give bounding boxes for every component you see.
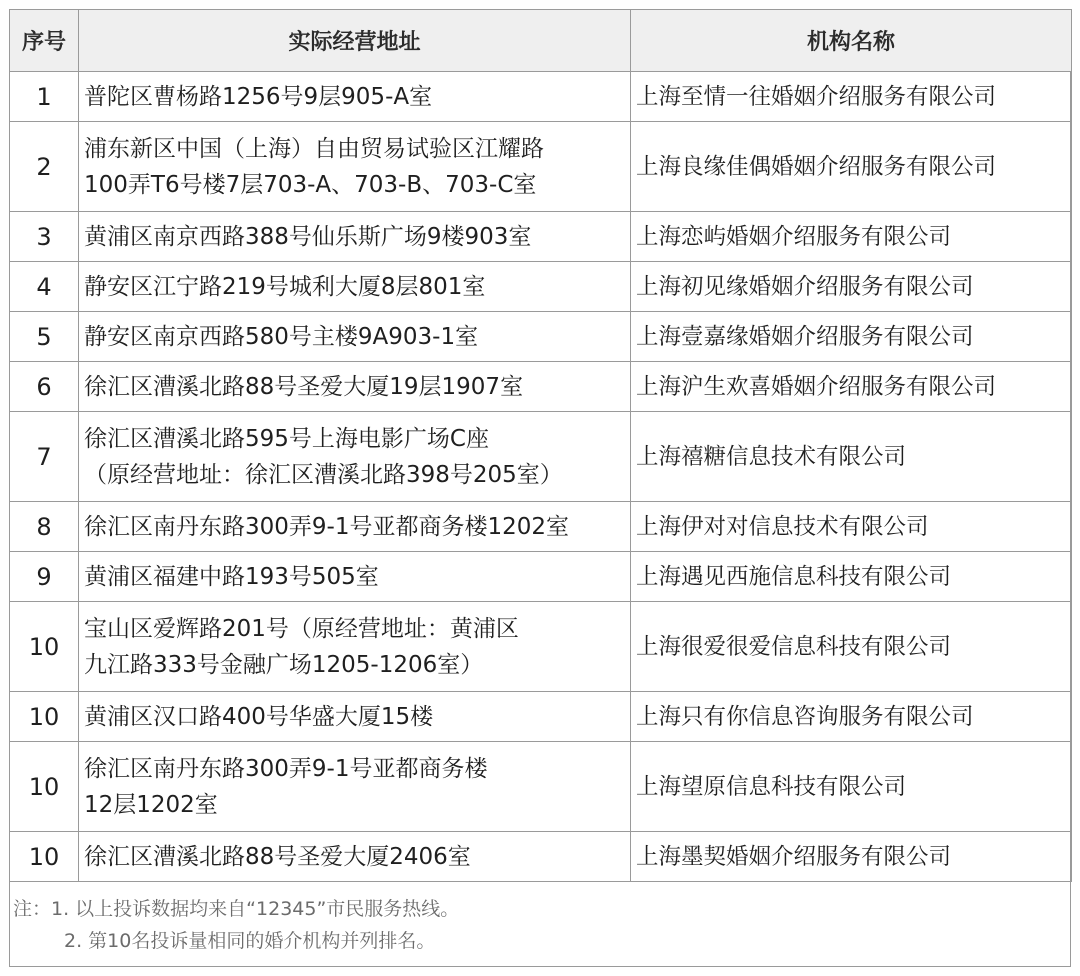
row-address: 徐汇区南丹东路300弄9-1号亚都商务楼1202室: [79, 502, 631, 552]
header-org: 机构名称: [631, 10, 1072, 72]
row-address: 静安区南京西路580号主楼9A903-1室: [79, 312, 631, 362]
row-index: 10: [10, 602, 79, 692]
row-index: 5: [10, 312, 79, 362]
table-header-row: [10, 10, 1072, 72]
row-address: 黄浦区汉口路400号华盛大厦15楼: [79, 692, 631, 742]
table-row: [10, 122, 1072, 212]
table-row: [10, 602, 1072, 692]
table-row: [10, 832, 1072, 882]
row-org: 上海墨契婚姻介绍服务有限公司: [631, 832, 1072, 882]
table-row: [10, 312, 1072, 362]
row-address: 宝山区爱辉路201号（原经营地址：黄浦区 九江路333号金融广场1205-1206室）: [79, 602, 631, 692]
row-org: 上海伊对对信息技术有限公司: [631, 502, 1072, 552]
row-org: 上海禧糖信息技术有限公司: [631, 412, 1072, 502]
table-row: [10, 692, 1072, 742]
row-address: 徐汇区漕溪北路595号上海电影广场C座 （原经营地址：徐汇区漕溪北路398号205室）: [79, 412, 631, 502]
row-address: 徐汇区漕溪北路88号圣爱大厦2406室: [79, 832, 631, 882]
row-index: 10: [10, 692, 79, 742]
row-address: 徐汇区南丹东路300弄9-1号亚都商务楼 12层1202室: [79, 742, 631, 832]
row-index: 1: [10, 72, 79, 122]
marriage-agency-table: [9, 9, 1072, 882]
row-address: 黄浦区福建中路193号505室: [79, 552, 631, 602]
row-index: 10: [10, 742, 79, 832]
table-row: [10, 362, 1072, 412]
row-index: 10: [10, 832, 79, 882]
complaint-table-frame: [9, 9, 1071, 967]
header-index: 序号: [10, 10, 79, 72]
note-line-2: 2. 第10名投诉量相同的婚介机构并列排名。: [64, 930, 436, 952]
row-org: 上海初见缘婚姻介绍服务有限公司: [631, 262, 1072, 312]
row-index: 2: [10, 122, 79, 212]
row-index: 9: [10, 552, 79, 602]
row-address: 静安区江宁路219号城利大厦8层801室: [79, 262, 631, 312]
header-address: 实际经营地址: [79, 10, 631, 72]
row-org: 上海望原信息科技有限公司: [631, 742, 1072, 832]
row-address: 普陀区曹杨路1256号9层905-A室: [79, 72, 631, 122]
note-line-1: 注：1. 以上投诉数据均来自“12345”市民服务热线。: [13, 898, 460, 920]
row-org: 上海壹嘉缘婚姻介绍服务有限公司: [631, 312, 1072, 362]
row-address: 黄浦区南京西路388号仙乐斯广场9楼903室: [79, 212, 631, 262]
row-org: 上海沪生欢喜婚姻介绍服务有限公司: [631, 362, 1072, 412]
row-org: 上海恋屿婚姻介绍服务有限公司: [631, 212, 1072, 262]
table-row: [10, 412, 1072, 502]
row-index: 3: [10, 212, 79, 262]
table-body: [10, 72, 1072, 882]
row-index: 8: [10, 502, 79, 552]
row-org: 上海至情一往婚姻介绍服务有限公司: [631, 72, 1072, 122]
table-row: [10, 552, 1072, 602]
table-row: [10, 262, 1072, 312]
table-row: [10, 72, 1072, 122]
table-row: [10, 502, 1072, 552]
table-notes: [13, 893, 459, 957]
row-index: 4: [10, 262, 79, 312]
row-org: 上海很爱很爱信息科技有限公司: [631, 602, 1072, 692]
row-index: 7: [10, 412, 79, 502]
row-org: 上海遇见西施信息科技有限公司: [631, 552, 1072, 602]
row-org: 上海良缘佳偶婚姻介绍服务有限公司: [631, 122, 1072, 212]
row-org: 上海只有你信息咨询服务有限公司: [631, 692, 1072, 742]
table-row: [10, 212, 1072, 262]
table-row: [10, 742, 1072, 832]
row-address: 浦东新区中国（上海）自由贸易试验区江耀路 100弄T6号楼7层703-A、703-B、703-C室: [79, 122, 631, 212]
row-index: 6: [10, 362, 79, 412]
row-address: 徐汇区漕溪北路88号圣爱大厦19层1907室: [79, 362, 631, 412]
